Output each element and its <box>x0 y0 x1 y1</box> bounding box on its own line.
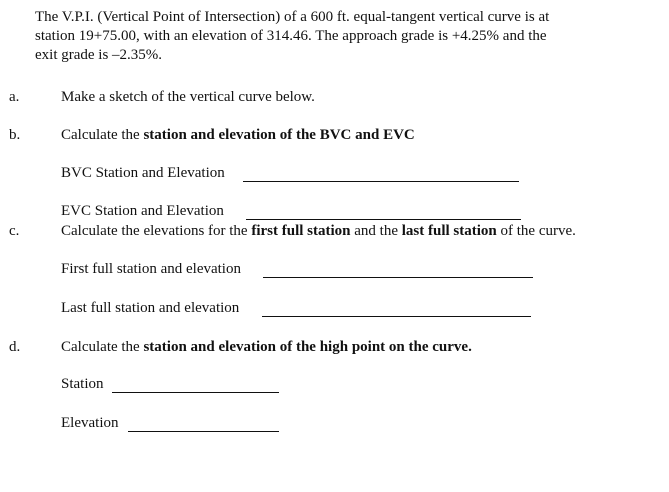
first-full-station-label: First full station and elevation <box>61 261 241 277</box>
part-c-text-1: Calculate the elevations for the <box>61 223 252 239</box>
part-c-bold-1: first full station <box>251 223 351 239</box>
bvc-label: BVC Station and Elevation <box>61 165 225 181</box>
intro-line-2: station 19+75.00, with an elevation of 314.46. The approach grade is +4.25% and the <box>35 28 547 44</box>
part-c-question <box>61 223 576 240</box>
elevation-answer-line[interactable] <box>128 431 279 432</box>
part-c-text-2: and the <box>350 223 402 239</box>
intro-line-1: The V.P.I. (Vertical Point of Intersection) of a 600 ft. equal-tangent vertical curve is at <box>35 9 550 25</box>
problem-statement <box>35 8 635 65</box>
station-label: Station <box>61 376 104 392</box>
part-b-question <box>61 127 415 144</box>
part-c-text-3: of the curve. <box>496 223 576 239</box>
part-d-bold-text: station and elevation of the high point on the curve. <box>143 339 472 355</box>
last-full-station-answer-line[interactable] <box>262 316 531 317</box>
bvc-answer-line[interactable] <box>243 181 519 182</box>
part-c-letter: c. <box>9 223 20 239</box>
part-c-bold-2: last full station <box>401 223 497 239</box>
intro-line-3: exit grade is –2.35%. <box>35 47 163 63</box>
first-full-station-answer-line[interactable] <box>263 277 533 278</box>
part-a-question: Make a sketch of the vertical curve below. <box>61 89 315 105</box>
part-d-question <box>61 339 472 356</box>
part-a-letter: a. <box>9 89 20 105</box>
elevation-label: Elevation <box>61 415 119 431</box>
station-answer-line[interactable] <box>112 392 279 393</box>
part-b-text: Calculate the <box>61 127 144 143</box>
part-d-text: Calculate the <box>61 339 144 355</box>
part-b-letter: b. <box>9 127 21 143</box>
evc-label: EVC Station and Elevation <box>61 203 224 219</box>
last-full-station-label: Last full station and elevation <box>61 300 240 316</box>
evc-answer-line[interactable] <box>246 219 521 220</box>
part-d-letter: d. <box>9 339 21 355</box>
part-b-bold-text: station and elevation of the BVC and EVC <box>143 127 415 143</box>
